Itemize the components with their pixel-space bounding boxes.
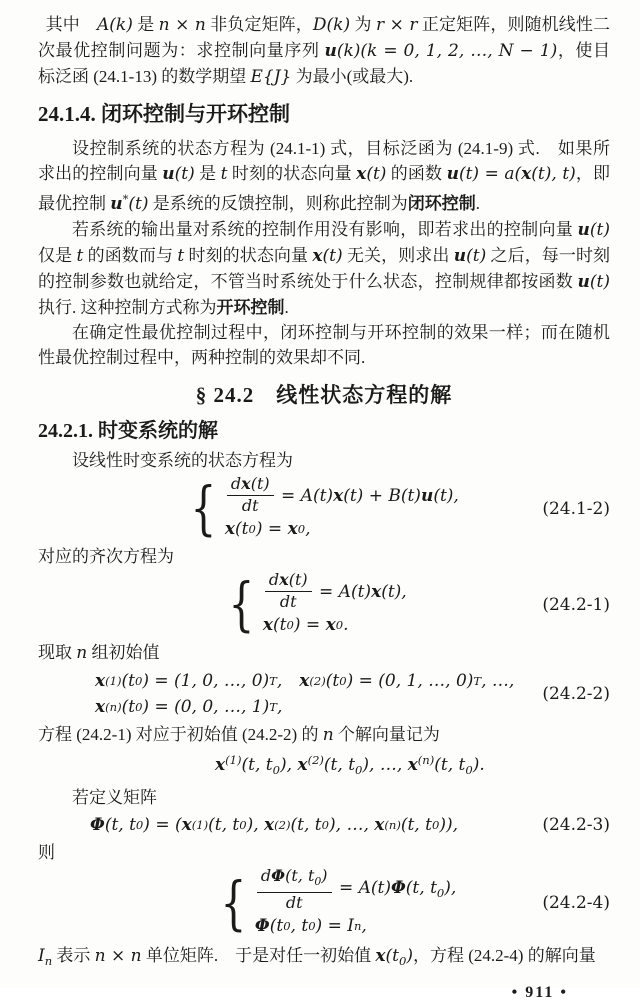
text-segment: (t, t (405, 877, 437, 898)
text-segment: 正定矩阵，则随机线性二次最优控制问题为：求控制向量序列 (38, 15, 611, 60)
equation-label: (24.2-4) (542, 893, 610, 913)
text-segment: 0 (134, 674, 143, 688)
text-segment: u (324, 41, 337, 61)
text-segment: ), (279, 755, 298, 775)
text-segment: (t (269, 916, 284, 936)
text-segment: 表示 (52, 946, 95, 965)
fraction-numerator (257, 867, 332, 893)
text-segment: ) = (255, 519, 288, 539)
text-segment: 的函数而与 (83, 246, 178, 265)
lead-homogeneous: 对应的齐次方程为 (38, 547, 174, 566)
text-segment: ). (472, 755, 485, 775)
lead-time-varying: 设线性时变系统的状态方程为 (72, 451, 293, 470)
paragraph-solution-vectors (38, 722, 610, 748)
text-segment: 0 (436, 885, 445, 900)
text-segment: )), (439, 815, 458, 835)
text-segment: (t (385, 946, 399, 966)
text-segment: u (162, 164, 175, 184)
text-segment: Φ (271, 866, 286, 885)
text-segment: 为最小(或最大). (291, 67, 414, 86)
text-segment: (2) (274, 818, 291, 832)
text-segment: (t) (466, 246, 487, 266)
text-segment: u (453, 246, 467, 266)
text-segment: 是 (194, 164, 221, 183)
text-segment: Φ (90, 815, 105, 835)
text-segment: , (276, 697, 283, 717)
fraction-numerator (227, 475, 274, 496)
text-segment: 单位矩阵. 于是对任一初始值 (141, 946, 376, 965)
text-segment: 0 (355, 763, 363, 777)
text-segment: (t) + B(t) (343, 485, 421, 506)
text-segment: dt (279, 592, 297, 611)
text-segment: 0 (339, 674, 347, 688)
paragraph-identity-matrix (38, 943, 610, 974)
text-segment: (t (273, 615, 287, 635)
fraction-numerator (265, 571, 312, 592)
text-segment: x (299, 671, 310, 691)
text-segment: 其中 (45, 15, 97, 34)
text-segment: 0 (431, 818, 440, 832)
text-segment: 0 (135, 700, 143, 714)
heading-24-1-4: 24.1.4. 闭环控制与开环控制 (38, 102, 290, 126)
text-segment: 设控制系统的状态方程为 (24.1-1) 式，目标泛函为 (24.1-9) 式. 如果所求出的控制向量 (38, 139, 610, 183)
text-segment: , t (290, 916, 309, 936)
text-segment: x (407, 755, 418, 775)
text-segment: x (375, 946, 386, 966)
text-segment: d (260, 866, 272, 885)
fraction-denominator (242, 496, 259, 516)
text-segment: 0 (135, 818, 144, 832)
text-segment: (t, t (285, 866, 315, 885)
fraction (257, 867, 332, 913)
text-segment: (1) (191, 818, 209, 832)
text-segment: u (577, 272, 590, 292)
text-segment: (t) (250, 474, 270, 493)
equation-line (95, 694, 514, 720)
text-segment: (t, t (434, 755, 466, 775)
text-segment: 是系统的反馈控制，则称此控制为 (148, 194, 408, 213)
text-segment: 时刻的状态向量 (184, 246, 313, 265)
text-segment: ) = I (315, 916, 354, 936)
text-segment: 0 (283, 919, 291, 933)
text-segment: 若系统的输出量对系统的控制作用没有影响，即若求出的控制向量 (72, 220, 578, 239)
text-segment: (t) (366, 164, 387, 184)
text-segment: x (215, 755, 226, 775)
system-brace: { (190, 474, 217, 543)
text-segment: , (361, 916, 367, 936)
fraction-denominator (286, 893, 303, 913)
text-segment: ) (406, 946, 413, 966)
text-segment: * (122, 192, 129, 206)
text-segment: (t) (589, 272, 610, 292)
text-segment: 执行. 这种控制方式称为 (38, 272, 615, 317)
text-segment: ), (444, 877, 457, 898)
text-segment: n (322, 725, 334, 745)
text-segment: (n) (105, 700, 122, 714)
lead-then: 则 (38, 843, 55, 862)
text-segment: 0 (248, 522, 256, 536)
text-segment: (n) (384, 818, 401, 832)
text-segment: 0 (272, 763, 280, 777)
text-segment: (t (121, 671, 135, 691)
text-segment: , (305, 519, 311, 539)
text-segment: x (279, 570, 289, 589)
text-segment: 0 (314, 875, 322, 888)
equation-rhs (314, 579, 407, 605)
equation-line (263, 571, 407, 612)
equation-label: (24.1-2) (542, 498, 610, 519)
text-segment: (t, t (323, 755, 356, 775)
text-segment: n × n (94, 946, 142, 966)
paragraph-closed-loop (38, 136, 610, 217)
text-segment: 闭环控制 (407, 194, 476, 213)
text-segment: dt (285, 893, 303, 912)
text-segment: (t, t (400, 815, 432, 835)
equation-line (90, 812, 458, 838)
text-segment: (t), (433, 485, 459, 506)
text-segment: x (521, 164, 532, 184)
fraction (227, 475, 274, 516)
text-segment: ) = (0, 0, …, 1) (142, 697, 270, 717)
text-segment: (1) (105, 674, 122, 688)
text-segment: (t) (322, 246, 343, 266)
text-segment: 是 (132, 15, 159, 34)
text-segment: x (371, 581, 382, 602)
text-segment: t (76, 246, 84, 266)
equation-line (255, 867, 456, 913)
equation-24-2-2 (95, 668, 610, 720)
text-segment: x (374, 815, 385, 835)
text-segment: x (312, 246, 323, 266)
page-number: • 911 • (511, 984, 568, 1001)
paragraph-comparison (38, 320, 610, 370)
text-segment: x (287, 519, 298, 539)
text-segment: (t, t (208, 815, 240, 835)
text-segment: ，使目标泛函 (24.1-13) 的数学期望 (38, 41, 611, 86)
text-segment: 在确定性最优控制过程中，闭环控制与开环控制的效果一样；而在随机性最优控制过程中，两种控制的效果却不同. (38, 323, 610, 367)
text-segment: (t (235, 519, 249, 539)
heading-24-2-1: 24.2.1. 时变系统的解 (38, 420, 218, 442)
text-segment: 0 (297, 522, 306, 536)
equation-rhs (334, 875, 457, 906)
text-segment: 方程 (24.2-1) 对应于初始值 (24.2-2) 的 (38, 725, 323, 744)
text-segment: T (269, 700, 277, 714)
text-segment: ) = (0, 1, …, 0) (346, 671, 474, 691)
text-segment: t (220, 164, 228, 184)
text-segment: . (284, 298, 289, 317)
text-segment: 0 (398, 954, 407, 968)
text-segment: (n) (417, 753, 435, 767)
text-segment: 的函数 (386, 164, 447, 183)
text-segment: ) = (293, 615, 326, 635)
equation-label: (24.2-1) (542, 594, 610, 615)
text-segment: . (475, 194, 481, 213)
text-segment: 时刻的状态向量 (227, 164, 357, 183)
equation-label: (24.2-2) (542, 684, 610, 704)
text-segment: u (446, 164, 459, 184)
text-segment: (t) (174, 164, 195, 184)
text-segment: ，方程 (24.2-4) 的解向量 (412, 946, 596, 965)
text-segment: u (420, 485, 434, 506)
text-segment: (t), (381, 581, 407, 602)
text-segment: x (181, 815, 192, 835)
fraction-denominator (280, 592, 297, 612)
text-segment: ，即最优控制 (38, 164, 611, 213)
text-segment: 0 (465, 763, 473, 777)
solution-vectors-line (215, 748, 610, 783)
text-segment: x (297, 755, 308, 775)
text-segment: 开环控制 (216, 298, 285, 317)
text-segment: = A(t) (275, 485, 334, 506)
text-segment: 个解向量记为 (333, 725, 440, 744)
text-segment: ) = ( (143, 815, 182, 835)
text-segment: I (38, 946, 45, 966)
text-segment: (t) = a( (458, 164, 522, 184)
text-segment: ) = (1, 0, …, 0) (142, 671, 270, 691)
text-segment: A(k) (96, 15, 133, 35)
equation-label: (24.2-3) (542, 815, 610, 835)
text-segment: x (95, 671, 106, 691)
text-segment: 之后，每一时刻的控制参数也就给定，不管当时系统处于什么状态，控制规律都按函数 (38, 246, 611, 291)
text-segment: (1) (225, 753, 242, 767)
lead-define-matrix: 若定义矩阵 (72, 788, 157, 807)
text-segment: x (262, 615, 274, 635)
text-segment: x (264, 815, 275, 835)
text-segment: 组初始值 (87, 643, 160, 662)
text-segment: x (95, 697, 106, 717)
text-segment: d (268, 570, 280, 589)
text-segment: x (333, 485, 344, 506)
text-segment: 仅是 (38, 220, 615, 265)
text-segment: 0 (308, 919, 316, 933)
text-segment: n (76, 643, 88, 663)
equation-line (95, 668, 514, 694)
text-segment: 0 (321, 818, 329, 832)
text-segment: (t) (288, 570, 308, 589)
text-segment: ), …, (362, 755, 408, 775)
lead-initial-values (38, 640, 610, 666)
text-segment: (k)(k = 0, 1, 2, …, N − 1) (336, 41, 558, 61)
text-segment: (t (121, 697, 136, 717)
text-segment: = A(t) (333, 877, 391, 898)
text-segment: (t), t) (531, 164, 576, 184)
paragraph-open-loop (38, 217, 615, 320)
text-segment: 0 (239, 818, 247, 832)
heading-24-2: § 24.2 线性状态方程的解 (195, 383, 453, 407)
text-segment: 无关，则求出 (342, 246, 454, 265)
text-segment: = A(t) (313, 581, 372, 602)
text-segment: D(k) (312, 15, 351, 35)
equation-24-2-4 (215, 867, 610, 939)
equation-rhs (276, 483, 459, 509)
text-segment: ), …, (329, 815, 375, 835)
text-segment: x (241, 474, 251, 493)
text-segment: (t, t (241, 755, 273, 775)
equation-24-2-3 (90, 812, 610, 838)
text-segment: T (473, 674, 482, 688)
text-segment: (t, t (290, 815, 322, 835)
text-segment: d (230, 474, 242, 493)
equation-24-1-2 (185, 475, 610, 542)
text-segment: 0 (286, 618, 294, 632)
text-segment: x (356, 164, 367, 184)
text-segment: r × r (375, 15, 418, 35)
text-segment: 现取 (38, 643, 77, 662)
text-segment: ) (321, 866, 328, 885)
text-segment: Φ (254, 916, 270, 936)
text-segment: x (224, 519, 236, 539)
system-brace: { (228, 570, 255, 639)
equation-line (263, 612, 407, 638)
text-segment: x (325, 615, 336, 635)
text-segment: t (177, 246, 185, 266)
text-segment: 非负定矩阵， (205, 15, 313, 34)
text-segment: n (44, 954, 53, 968)
text-segment: T (269, 674, 277, 688)
text-segment: (t, t (104, 815, 136, 835)
fraction (265, 571, 312, 612)
text-segment: , (276, 671, 300, 691)
text-segment: E{J} (250, 67, 292, 87)
system-brace: { (220, 868, 247, 937)
text-segment: n × n (158, 15, 206, 35)
equation-24-2-1 (223, 571, 610, 638)
text-segment: Φ (390, 877, 406, 898)
text-segment: (2) (309, 674, 326, 688)
text-segment: 为 (350, 15, 376, 34)
equation-line (225, 516, 459, 542)
text-segment: (t) (589, 220, 610, 240)
text-segment: (t) (128, 194, 149, 214)
text-segment: , …, (481, 671, 515, 691)
text-segment: 0 (335, 618, 344, 632)
text-segment: (2) (307, 753, 324, 767)
text-segment: dt (241, 496, 259, 515)
text-segment: (t (325, 671, 340, 691)
text-segment: u (110, 194, 123, 214)
text-segment: n (353, 919, 362, 933)
text-segment: u (577, 220, 590, 240)
equation-line (225, 475, 459, 516)
text-segment: . (343, 615, 349, 635)
equation-line (255, 913, 456, 939)
text-segment: ), (246, 815, 265, 835)
paragraph-intro (38, 12, 610, 90)
